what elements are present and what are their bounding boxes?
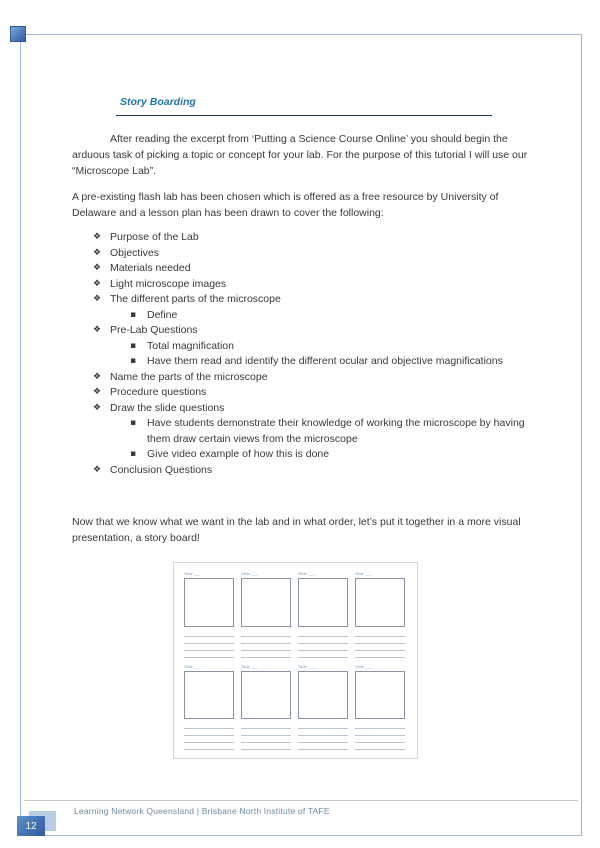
note-line: [241, 644, 291, 651]
storyboard-cell-label: Slide ___: [298, 663, 315, 669]
note-line: [355, 736, 405, 743]
storyboard-cell: [298, 664, 350, 751]
storyboard-cell: [184, 664, 236, 751]
list-item-text: Draw the slide questions: [110, 401, 225, 414]
diamond-bullet-icon: ❖: [93, 387, 102, 397]
note-line: [355, 729, 405, 736]
square-bullet-icon: ▪: [130, 356, 137, 366]
storyboard-frame: [298, 578, 348, 627]
list-item: [72, 261, 530, 277]
note-line: [184, 743, 234, 750]
diamond-bullet-icon: ❖: [93, 371, 102, 382]
note-line: [355, 743, 405, 750]
note-line: [184, 729, 234, 736]
storyboard-note-lines: [241, 630, 293, 658]
list-item: [72, 447, 530, 463]
storyboard-template-image: [173, 562, 418, 759]
note-line: [241, 722, 291, 729]
list-item: [72, 230, 530, 246]
list-item: [72, 277, 530, 293]
note-line: [241, 637, 291, 644]
note-line: [355, 722, 405, 729]
storyboard-cell-label: Slide ___: [241, 571, 258, 576]
list-item: [72, 416, 530, 447]
square-bullet-icon: ▪: [130, 449, 137, 459]
corner-accent-square: [10, 26, 26, 42]
note-line: [298, 644, 348, 651]
storyboard-cell: [298, 571, 350, 658]
note-line: [298, 729, 348, 736]
page-content: [72, 96, 530, 759]
diamond-bullet-icon: ❖: [93, 402, 102, 413]
list-item: [72, 354, 530, 370]
note-line: [241, 651, 291, 658]
note-line: [184, 644, 234, 651]
storyboard-note-lines: [298, 722, 350, 750]
diamond-bullet-icon: ❖: [93, 464, 102, 475]
storyboard-cell-label: Slide ___: [184, 571, 201, 576]
section-heading: Story Boarding: [120, 96, 196, 108]
note-line: [184, 637, 234, 644]
square-bullet-icon: ▪: [130, 309, 137, 320]
paragraph-storyboard-lead: Now that we know what we want in the lab and in what order, let’s put it together in a more visual presentation, a story board!: [72, 516, 521, 544]
section-heading-block: [116, 96, 492, 116]
list-item-text: Light microscope images: [110, 277, 227, 290]
list-item: [72, 323, 530, 339]
note-line: [184, 651, 234, 658]
storyboard-frame: [355, 578, 405, 627]
list-item: [72, 401, 530, 417]
note-line: [298, 637, 348, 644]
storyboard-cell: [241, 571, 293, 658]
diamond-bullet-icon: ❖: [93, 278, 102, 289]
note-line: [298, 651, 348, 658]
note-line: [184, 736, 234, 743]
storyboard-cell: [241, 664, 293, 751]
paragraph-flash-lab: A pre-existing flash lab has been chosen which is offered as a free resource by University of Delaware and a lesson plan has been drawn to cover the following:: [72, 191, 499, 219]
square-bullet-icon: ▪: [130, 418, 137, 428]
storyboard-note-lines: [184, 630, 236, 658]
storyboard-cell-label: Slide ___: [241, 663, 258, 669]
diamond-bullet-icon: ❖: [93, 247, 102, 258]
list-item-text: Have students demonstrate their knowledge of working the microscope by having them draw certain views from the microscope: [147, 417, 525, 445]
storyboard-frame: [184, 671, 234, 720]
storyboard-cell: [355, 571, 407, 658]
storyboard-frame: [355, 671, 405, 720]
lesson-plan-list: [72, 230, 530, 478]
list-item-text: Pre-Lab Questions: [110, 324, 198, 336]
storyboard-cell-label: Slide ___: [355, 571, 372, 576]
note-line: [241, 630, 291, 637]
list-item-text: Give video example of how this is done: [147, 448, 330, 460]
list-item: [72, 370, 530, 386]
list-item-text: Materials needed: [110, 262, 191, 274]
list-item: [72, 292, 530, 308]
note-line: [184, 722, 234, 729]
note-line: [298, 743, 348, 750]
storyboard-frame: [184, 578, 234, 627]
diamond-bullet-icon: ❖: [93, 263, 102, 273]
square-bullet-icon: ▪: [130, 340, 137, 351]
note-line: [298, 630, 348, 637]
note-line: [241, 729, 291, 736]
storyboard-note-lines: [241, 722, 293, 750]
list-item-text: Procedure questions: [110, 386, 207, 398]
list-item-text: Name the parts of the microscope: [110, 370, 268, 383]
page-number: 12: [17, 816, 45, 836]
list-item: [72, 308, 530, 324]
diamond-bullet-icon: ❖: [93, 294, 102, 304]
storyboard-frame: [241, 671, 291, 720]
storyboard-cell: [184, 571, 236, 658]
storyboard-frame: [241, 578, 291, 627]
note-line: [298, 722, 348, 729]
storyboard-cell-label: Slide ___: [298, 571, 315, 576]
note-line: [241, 743, 291, 750]
diamond-bullet-icon: ❖: [93, 325, 102, 335]
paragraph-intro: After reading the excerpt from ‘Putting a Science Course Online’ you should begin the arduous task of picking a topic or concept for your lab. For the purpose of this tutorial I will use our “Microscope Lab”.: [72, 133, 528, 177]
list-item-text: Objectives: [110, 246, 160, 259]
list-item: [72, 463, 530, 479]
list-item-text: The different parts of the microscope: [110, 293, 281, 305]
note-line: [355, 644, 405, 651]
list-item: [72, 339, 530, 355]
list-item: [72, 385, 530, 401]
list-item-text: Total magnification: [147, 339, 234, 352]
list-item-text: Purpose of the Lab: [110, 231, 199, 243]
note-line: [184, 630, 234, 637]
note-line: [355, 637, 405, 644]
storyboard-cell-label: Slide ___: [184, 663, 201, 669]
list-item-text: Conclusion Questions: [110, 463, 213, 476]
footer-divider: [24, 800, 578, 801]
storyboard-frame: [298, 671, 348, 720]
footer-text: Learning Network Queensland | Brisbane North Institute of TAFE: [74, 806, 330, 816]
storyboard-note-lines: [355, 630, 407, 658]
storyboard-cell: [355, 664, 407, 751]
storyboard-cell-label: Slide ___: [355, 663, 372, 669]
list-item: [72, 246, 530, 262]
list-item-text: Have them read and identify the different ocular and objective magnifications: [147, 355, 503, 367]
note-line: [355, 630, 405, 637]
note-line: [241, 736, 291, 743]
storyboard-note-lines: [355, 722, 407, 750]
diamond-bullet-icon: ❖: [93, 232, 102, 242]
storyboard-note-lines: [184, 722, 236, 750]
list-item-text: Define: [147, 308, 178, 321]
note-line: [298, 736, 348, 743]
storyboard-note-lines: [298, 630, 350, 658]
note-line: [355, 651, 405, 658]
